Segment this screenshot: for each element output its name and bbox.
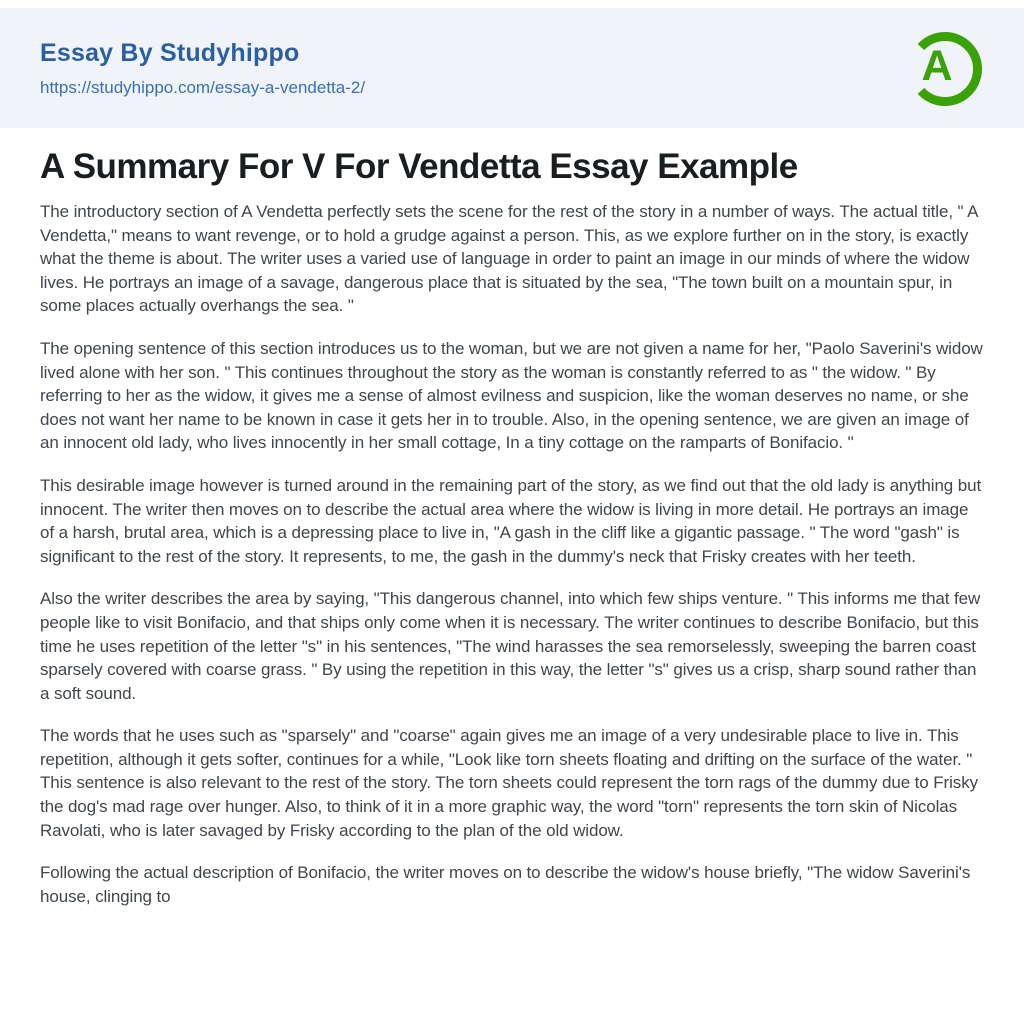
essay-paragraph: The introductory section of A Vendetta perfectly sets the scene for the rest of the story in a number of ways. The actual title, " A Vendetta," means to want revenge, or to hold a grudge against a person. This, as we explore further on in the story, is exactly what the theme is about. The writer uses a varied use of language in order to paint an image in our minds of where the widow lives. He portrays an image of a savage, dangerous place that is situated by the sea, "The town built on a mountain spur, in some places actually overhangs the sea. " xyxy=(40,202,978,316)
site-title: Essay By Studyhippo xyxy=(40,38,300,67)
logo-letter: A xyxy=(921,42,953,90)
studyhippo-logo xyxy=(906,26,986,110)
essay-content xyxy=(0,128,1024,908)
logo-arc-icon xyxy=(906,26,986,110)
essay-paragraph: Following the actual description of Bonifacio, the writer moves on to describe the widow's house briefly, "The widow Saverini's house, clinging to xyxy=(40,863,971,906)
essay-paragraph: The words that he uses such as "sparsely" and "coarse" again gives me an image of a very undesirable place to live in. This repetition, although it gets softer, continues for a while, "Look like torn sheets floating and drifting on the surface of the water. " This sentence is also relevant to the rest of the story. The torn sheets could represent the torn rags of the dummy due to Frisky the dog's mad rage over hunger. Also, to think of it in a more graphic way, the word "torn" represents the torn skin of Nicolas Ravolati, who is later savaged by Frisky according to the plan of the old widow. xyxy=(40,726,978,840)
essay-paragraph: Also the writer describes the area by saying, "This dangerous channel, into which few ships venture. " This informs me that few people like to visit Bonifacio, and that ships only come when it is necessary. The writer continues to describe Bonifacio, but this time he uses repetition of the letter "s" in his sentences, "The wind harasses the sea remorselessly, sweeping the barren coast sparsely covered with coarse grass. " By using the repetition in this way, the letter "s" gives us a crisp, sharp sound rather than a soft sound. xyxy=(40,589,981,703)
page-top-margin xyxy=(0,0,1024,8)
essay-title: A Summary For V For Vendetta Essay Example xyxy=(40,147,798,186)
essay-url-link[interactable]: https://studyhippo.com/essay-a-vendetta-2/ xyxy=(40,77,366,97)
essay-paragraph: This desirable image however is turned around in the remaining part of the story, as we find out that the old lady is anything but innocent. The writer then moves on to describe the actual area where the widow is living in more detail. He portrays an image of a harsh, brutal area, which is a depressing place to live in, "A gash in the cliff like a gigantic passage. " The word "gash" is significant to the rest of the story. It represents, to me, the gash in the dummy's neck that Frisky creates with her teeth. xyxy=(40,475,982,566)
essay-paragraph: The opening sentence of this section introduces us to the woman, but we are not given a name for her, "Paolo Saverini's widow lived alone with her son. " This continues throughout the story as the woman is constantly referred to as " the widow. " By referring to her as the widow, it gives me a sense of almost evilness and suspicion, like the woman deserves no name, or she does not want her name to be known in case it gets her in to trouble. Also, in the opening sentence, we are given an image of an innocent old lady, who lives innocently in her small cottage, In a tiny cottage on the ramparts of Bonifacio. " xyxy=(40,338,983,453)
site-header xyxy=(0,8,1024,128)
header-text-block xyxy=(40,39,365,98)
